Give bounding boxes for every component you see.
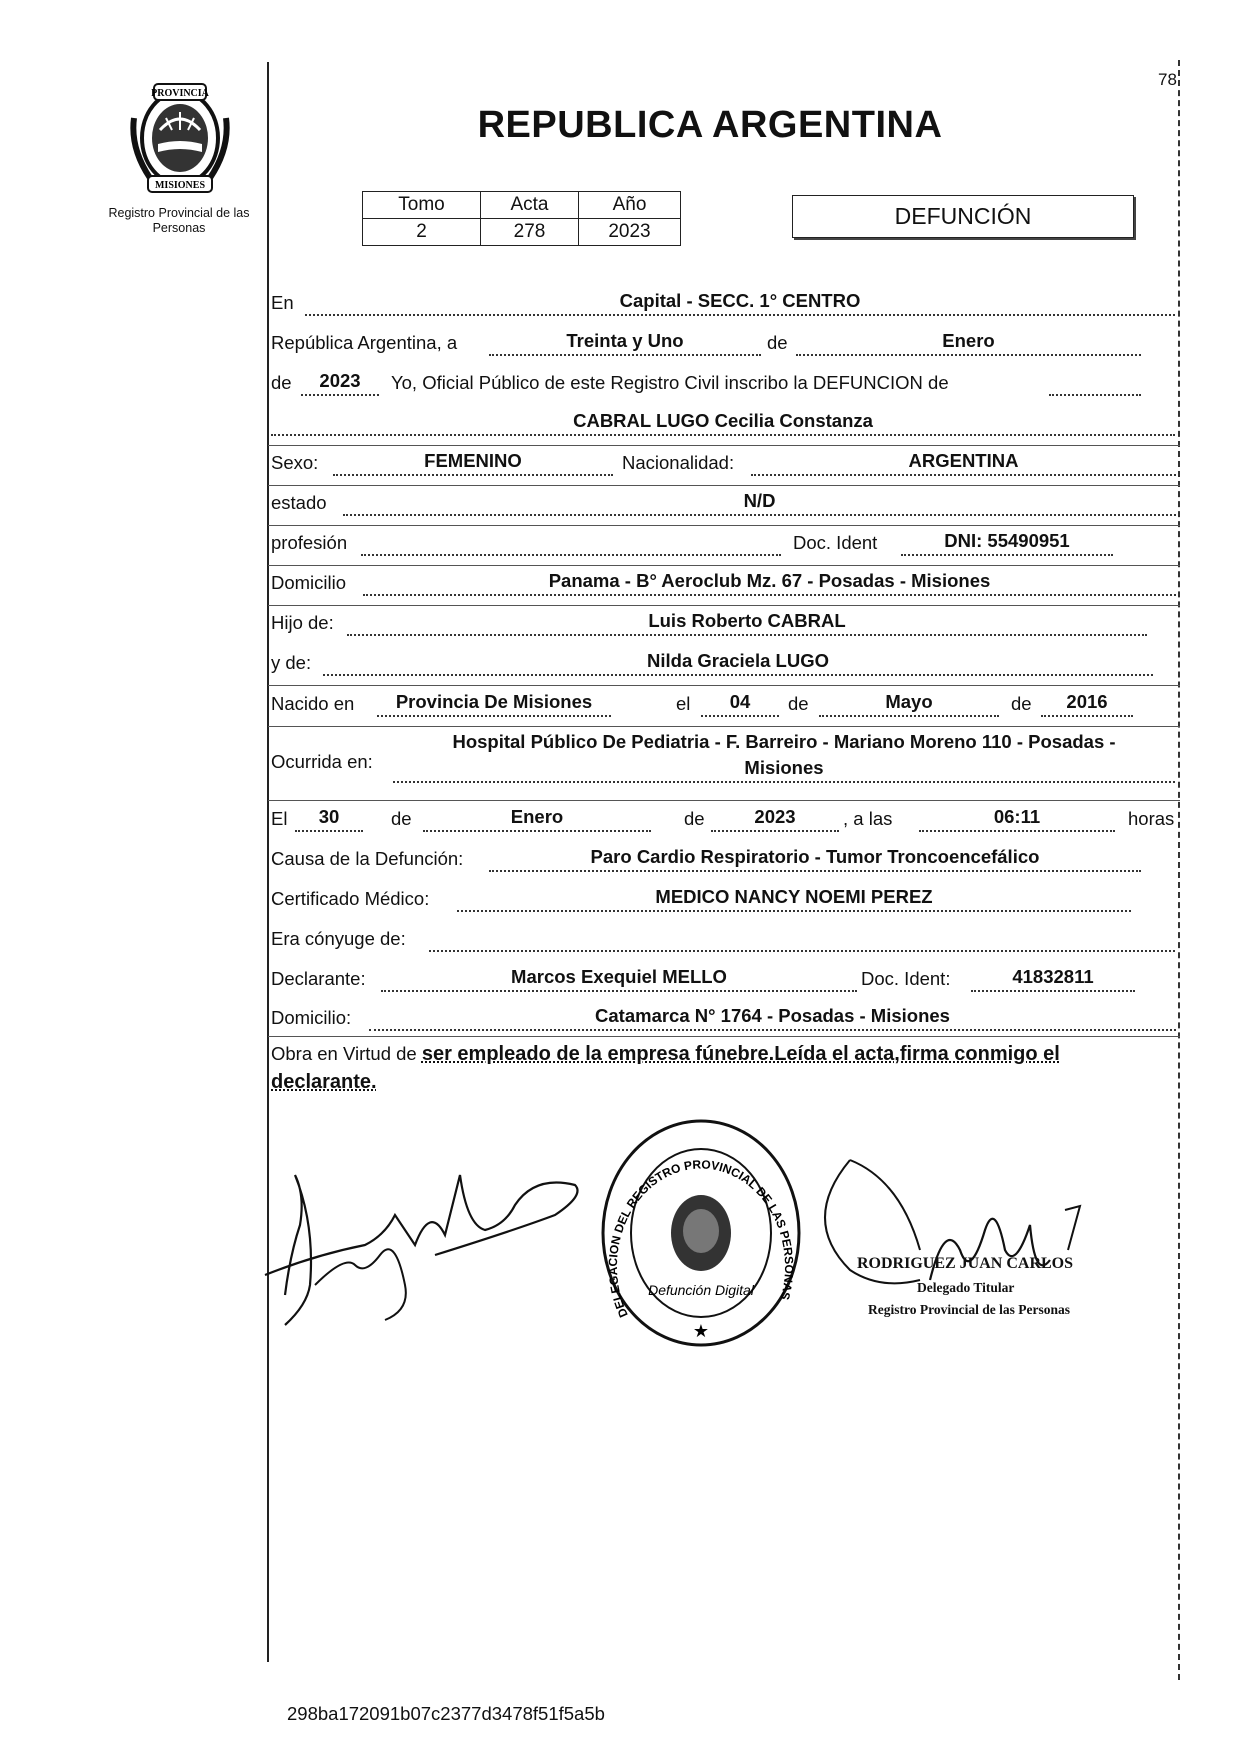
field-ocurrida-1: Hospital Público De Pediatria - F. Barreiro - Mariano Moreno 110 - Posadas - xyxy=(452,731,1116,752)
field-profesion xyxy=(361,530,781,556)
label-de-anio: de xyxy=(271,372,292,393)
registry-table xyxy=(362,191,681,246)
divider xyxy=(268,800,1180,801)
right-margin-line xyxy=(1178,60,1180,1680)
label-doc-ident: Doc. Ident xyxy=(793,532,878,553)
label-declarante: Declarante: xyxy=(271,968,366,989)
svg-text:PROVINCIA: PROVINCIA xyxy=(151,88,209,99)
label-de-anio2: de xyxy=(684,808,705,829)
label-nacionalidad: Nacionalidad: xyxy=(622,452,735,473)
field-declarante: Marcos Exequiel MELLO xyxy=(381,966,857,992)
svg-text:MISIONES: MISIONES xyxy=(154,180,206,191)
divider xyxy=(268,726,1180,727)
document-hash: 298ba172091b07c2377d3478f51f5a5b xyxy=(287,1703,605,1724)
stamp-inner-text: Defunción Digital xyxy=(648,1282,754,1298)
field-documento: DNI: 55490951 xyxy=(901,530,1113,556)
divider xyxy=(268,685,1180,686)
field-mes: Enero xyxy=(796,330,1141,356)
obra-line-1: ser empleado de la empresa fúnebre.Leída el acta,firma conmigo el xyxy=(421,1043,1060,1065)
divider xyxy=(268,1036,1180,1037)
divider xyxy=(268,485,1180,486)
field-nombre: CABRAL LUGO Cecilia Constanza xyxy=(271,410,1175,436)
officer-org: Registro Provincial de las Personas xyxy=(868,1302,1070,1317)
field-fallecimiento-mes: Enero xyxy=(423,806,651,832)
label-obra: Obra en Virtud de xyxy=(271,1043,417,1064)
field-nacido-mes: Mayo xyxy=(819,691,999,717)
label-a-las: , a las xyxy=(843,808,893,829)
label-domicilio2: Domicilio: xyxy=(271,1007,352,1028)
field-declarante-doc: 41832811 xyxy=(971,966,1135,992)
stamp-ring-text: DELEGACION DEL REGISTRO PROVINCIAL DE LAS PERSONAS xyxy=(605,1157,797,1320)
registry-value-row xyxy=(363,219,681,246)
label-domicilio: Domicilio xyxy=(271,572,347,593)
field-causa: Paro Cardio Respiratorio - Tumor Troncoencefálico xyxy=(489,846,1141,872)
province-seal-logo xyxy=(120,78,240,198)
label-hijo-de: Hijo de: xyxy=(271,612,334,633)
divider xyxy=(268,525,1180,526)
label-causa: Causa de la Defunción: xyxy=(271,848,464,869)
field-padre: Luis Roberto CABRAL xyxy=(347,610,1147,636)
divider xyxy=(268,445,1180,446)
page-title: REPUBLICA ARGENTINA xyxy=(477,104,943,146)
field-fallecimiento-anio: 2023 xyxy=(711,806,839,832)
label-de-anio-nac: de xyxy=(1011,693,1032,714)
registry-caption: Registro Provincial de las Personas xyxy=(108,206,250,235)
officer-name: RODRIGUEZ JUAN CARLOS xyxy=(857,1255,1074,1272)
field-declarante-domicilio: Catamarca N° 1764 - Posadas - Misiones xyxy=(369,1005,1176,1031)
col-acta-header: Acta xyxy=(481,192,579,219)
obra-line-2: declarante. xyxy=(271,1071,377,1093)
field-estado: N/D xyxy=(343,490,1176,516)
label-profesion: profesión xyxy=(271,532,348,553)
field-nacido-dia: 04 xyxy=(701,691,779,717)
col-anio-header: Año xyxy=(579,192,681,219)
field-domicilio: Panama - B° Aeroclub Mz. 67 - Posadas - Misiones xyxy=(363,570,1176,596)
officer-role: Delegado Titular xyxy=(917,1280,1015,1295)
label-de: de xyxy=(767,332,788,353)
act-type-box: DEFUNCIÓN xyxy=(792,195,1134,238)
label-doc-ident2: Doc. Ident: xyxy=(861,968,951,989)
registry-stamp xyxy=(598,1115,804,1351)
label-certificado: Certificado Médico: xyxy=(271,888,430,909)
field-certificado: MEDICO NANCY NOEMI PEREZ xyxy=(457,886,1131,912)
divider xyxy=(268,605,1180,606)
field-ocurrida-2: Misiones xyxy=(393,757,1175,783)
field-hora: 06:11 xyxy=(919,806,1115,832)
page-number: 78 xyxy=(1158,70,1177,89)
label-sexo: Sexo: xyxy=(271,452,319,473)
left-margin-line xyxy=(267,62,269,1662)
label-horas: horas xyxy=(1128,808,1175,829)
field-lugar: Capital - SECC. 1° CENTRO xyxy=(305,290,1175,316)
label-republica: República Argentina, a xyxy=(271,332,458,353)
divider xyxy=(268,565,1180,566)
tomo-value: 2 xyxy=(363,219,481,246)
field-madre: Nilda Graciela LUGO xyxy=(323,650,1153,676)
label-conyuge: Era cónyuge de: xyxy=(271,928,406,949)
svg-text:★: ★ xyxy=(692,1321,710,1341)
label-nacido-en: Nacido en xyxy=(271,693,355,714)
registry-header-row xyxy=(363,192,681,219)
label-de-mes: de xyxy=(788,693,809,714)
field-nacionalidad: ARGENTINA xyxy=(751,450,1176,476)
field-nacido-lugar: Provincia De Misiones xyxy=(377,691,611,717)
obra-text xyxy=(271,1040,1176,1096)
label-yo-oficial: Yo, Oficial Público de este Registro Civil inscribo la DEFUNCION de xyxy=(391,372,949,393)
field-blank-after-defuncion xyxy=(1049,370,1141,396)
field-nacido-anio: 2016 xyxy=(1041,691,1133,717)
field-fallecimiento-dia: 30 xyxy=(295,806,363,832)
label-estado: estado xyxy=(271,492,327,513)
label-el: el xyxy=(676,693,691,714)
field-conyuge xyxy=(429,926,1175,952)
col-tomo-header: Tomo xyxy=(363,192,481,219)
label-ocurrida-en: Ocurrida en: xyxy=(271,751,373,772)
field-sexo: FEMENINO xyxy=(333,450,613,476)
label-y-de: y de: xyxy=(271,652,312,673)
field-anio: 2023 xyxy=(301,370,379,396)
acta-value: 278 xyxy=(481,219,579,246)
label-en: En xyxy=(271,292,294,313)
anio-value: 2023 xyxy=(579,219,681,246)
label-el-cap: El xyxy=(271,808,288,829)
declarant-signature xyxy=(255,1135,595,1335)
field-dia: Treinta y Uno xyxy=(489,330,761,356)
label-de-mes2: de xyxy=(391,808,412,829)
